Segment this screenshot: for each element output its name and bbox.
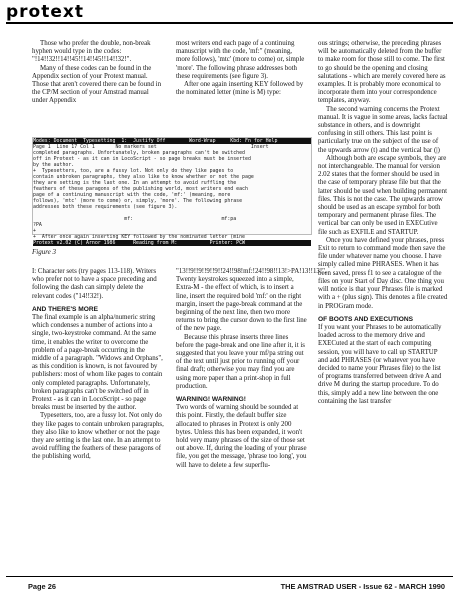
protext-screenshot-figure [32,137,312,246]
paragraph: Because this phrase inserts three lines before the page-break and one line after it, it is suggested that you leave your mf/pa string out of the text until just prior to running off your final draft; otherwise you may find you are using more paper than a print-shop in full production. [176,333,305,390]
column-1-bottom [32,268,164,462]
section-heading: OF BOOTS AND EXECUTIONS [318,315,414,323]
header-rule [6,22,453,24]
screenshot-row: ?PA [33,222,42,228]
column-2-top [176,40,307,97]
screenshot-bottom-bar: Protext v2.02 (C) Arnor 1986 Reading from M: Printer: PCW [33,240,311,246]
screenshot-row: contain unbroken paragraphs, they also like to know whether or not the page [33,174,254,180]
footer-rule [6,576,453,577]
paragraph: ous strings; otherwise, the preceding phrases will be automatically deleted from the buffer to make room for those still to come. The first to go should be the opening and closing salutations - which are merely covered here as examples. It is probably more economical to incorporate them into your correspondence templates, anyway. [318,40,446,105]
section-heading: AND THERE'S MORE [32,305,99,313]
figure-caption: Figure 3 [32,248,57,256]
paragraph: The final example is an alpha/numeric string which condenses a number of actions into a single, two-keystroke command. At the same time, it enables the writer to overcome the problem of a page-break occurring in the middle of a paragraph. "Widows and Orphans", as this condition is known, is not favoured by publishers: most of whom like pages to contain only completed paragraphs. Unfortunately, broken paragraphs can't be switched off in Protext - as it can in LocoScript - so page breaks must be inserted by the author. [32,314,163,412]
screenshot-row: by the author. [33,162,75,168]
page-number: Page 26 [28,582,56,591]
paragraph: After one again inserting KEY followed by the nominated letter (mine is M) type: [176,81,304,97]
column-2-bottom [176,268,327,470]
magazine-issue-title: THE AMSTRAD USER - Issue 62 - MARCH 1990 [280,582,445,591]
screenshot-row: completed paragraphs. Unfortunately, broken paragraphs can't be switched [33,150,245,156]
paragraph: Although both are escape symbols, they are not interchangeable. The manual for version 2.02 states that the former should be used in the case of temporary phrase file but that the latter should be used when building permanent files. This is not the case. The upwards arrow should be used as an escape symbol for both temporary and permanent phrase files. The vertical bar can only be used in EXECutive file such as EXFILE and STARTUP. [318,154,447,236]
screenshot-row: + Typesetters, too, are a fussy lot. Not only do they like pages to [33,168,234,174]
paragraph: Those who prefer the double, non-break hyphen would type in the codes: [32,40,151,56]
screenshot-row: feathers of these paragons of the publishing world, most writers end each [33,186,248,192]
paragraph: I: Character sets (try pages 113-118). Writers who prefer not to have a space preceding and following the dash can simply delete the relevant codes ("14!!32!). [32,268,157,300]
screenshot-row: off in Protext - as it can in LocoScript - so page breaks must be inserted [33,156,251,162]
screenshot-status-line: Page 1 Line 17 Col 1 No markers set Insert [33,144,269,150]
paragraph: most writers end each page of a continuing manuscript with the code, 'mf:" (meaning, more follows), 'mtc' (more to come) or, simple 'more'. The following phrase addresses both these requirements (see figure 3). [176,40,305,80]
code-string: "!14!!32!!14!!45!!14!!45!!14!!32!". [32,56,132,64]
screenshot-row: mf: mf:pa [33,216,237,222]
magazine-section-logo: protext [6,2,84,22]
screenshot-row: addresses both these requirements (see figure 3). [33,204,178,210]
paragraph: Typesetters, too, are a fussy lot. Not only do they like pages to contain unbroken paragraphs, they also like to know whether or not the page they are setting is the last one. In an attempt to avoid ruffling the feathers of these paragons of the publishing world, [32,412,164,461]
screenshot-row: + [33,228,36,234]
screenshot-row: follows), 'mtc' (more to come) or, simply, 'more'. The following phrase [33,198,243,204]
paragraph: If you want your Phrases to be automatically loaded across to the memory drive and EXECuted at the start of each computing session, you will have to call up STARTUP and add PHRASES (or whatever you have decided to name your Phrases file) to the list of programs transferred between drive A and drive M during the startup procedure. To do this, simply add a new line between the one containing the last transfer [318,323,442,405]
screenshot-row: they are setting is the last one. In an attempt to avoid ruffling the [33,180,237,186]
column-1-top [32,40,164,106]
paragraph: Many of these codes can be found in the Appendix section of your Protext manual. Those that aren't covered there can be found in the CP/M section of your Amstrad manual under Appendix [32,64,162,105]
paragraph: Once you have defined your phrases, press Exit to return to command mode then save the file under whatever name you choose. I have simply called mine PHRASES. When it has been saved, press f1 to see a catalogue of the files on your Start of Day disc. One thing you will notice is that your Phrases file is marked with a + (plus sign). This denotes a file created in PROGram mode. [318,236,448,310]
screenshot-row: page of a continuing manuscript with the code, 'mf:' (meaning, more [33,192,231,198]
paragraph: The second warning concerns the Protext manual. It is vague in some areas, lacks factual substance in others, and is downright confusing in still others. This last point is particularly true on the subject of the use of the upwards arrow (t) and the vertical bar (|) [318,105,448,154]
section-heading: WARNING! WARNING! [176,396,246,404]
paragraph: Two words of warning should be sounded at this point. Firstly, the default buffer size allocated to phrases in Protext is only 200 bytes. Unless this has been expanded, it won't hold very many phrases of the size of those set out above. If, during the loading of your phrase file, you get the message, 'phrase too long', you will have to delete a few superflu- [176,404,307,469]
screenshot-top-bar: Modes: Document Typesetting 1: Justify Off Word-Wrap Kbd: Fn for Help [33,138,311,144]
screenshot-row: + After once again inserting KEY followed by the nominated letter (mine [33,234,245,240]
column-3 [318,40,448,406]
code-string: "13!!9!!9!!9!!9!!24!!98!mf:!24!!98!!13!>PA!13!!13!". Twenty keystrokes squeezed into a simple, Extra-M - the effect of which, is to insert a line, insert the required bold 'mf:' on the right margin, insert the page-break command at the beginning of the next line, then two more returns to bring the cursor down to the first line of the new page. [176,268,327,333]
